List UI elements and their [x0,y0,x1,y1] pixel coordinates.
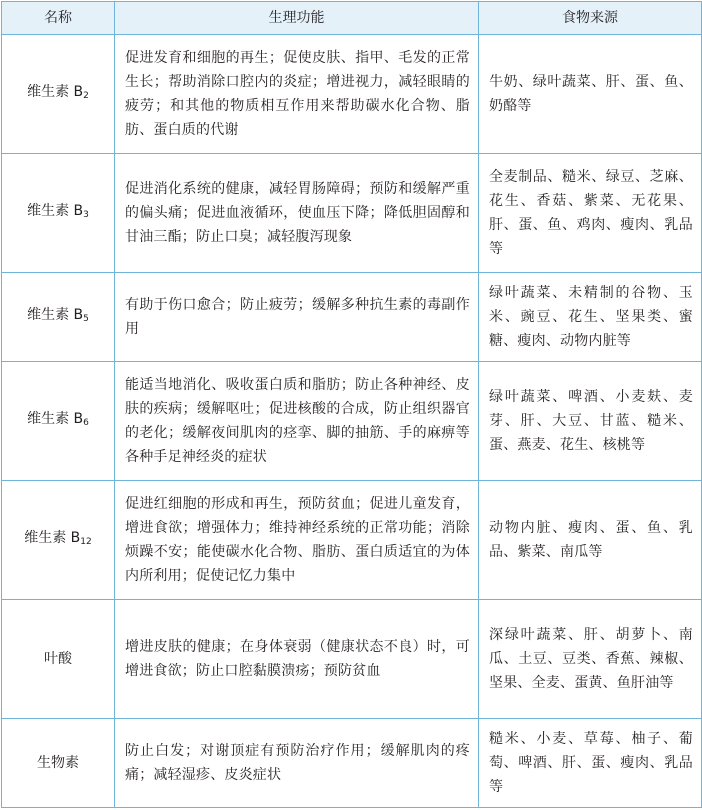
vitamin-name-cell [2,719,115,808]
table-row [2,600,702,719]
food-cell: 深绿叶蔬菜、肝、胡萝卜、南瓜、土豆、豆类、香蕉、辣椒、坚果、全麦、蛋黄、鱼肝油等 [479,600,702,719]
vitamin-name: 生物素 [37,755,79,771]
food-cell: 糙米、小麦、草莓、柚子、葡萄、啤酒、肝、蛋、瘦肉、乳品等 [479,719,702,808]
food-cell: 绿叶蔬菜、啤酒、小麦麸、麦芽、肝、大豆、甘蓝、糙米、蛋、燕麦、花生、核桃等 [479,362,702,481]
header-row [2,2,702,35]
vitamin-subscript: 6 [83,418,89,428]
vitamin-name: 维生素 B [27,411,84,427]
vitamin-subscript: 3 [83,210,89,220]
vitamin-subscript: 5 [83,314,89,324]
vitamin-name-cell [2,362,115,481]
vitamin-table [1,1,702,808]
vitamin-name-cell [2,481,115,600]
food-cell: 动物内脏、瘦肉、蛋、鱼、乳品、紫菜、南瓜等 [479,481,702,600]
header-food: 食物来源 [479,2,702,35]
function-cell: 促进发育和细胞的再生；促使皮肤、指甲、毛发的正常生长；帮助消除口腔内的炎症；增进视力，减轻眼睛的疲劳；和其他的物质相互作用来帮助碳水化合物、脂肪、蛋白质的代谢 [115,35,479,154]
function-cell: 防止白发；对谢顶症有预防治疗作用；缓解肌肉的疼痛；减轻湿疹、皮炎症状 [115,719,479,808]
vitamin-name-cell [2,154,115,273]
food-cell: 牛奶、绿叶蔬菜、肝、蛋、鱼、奶酪等 [479,35,702,154]
table-row [2,35,702,154]
header-name: 名称 [2,2,115,35]
vitamin-name-cell [2,273,115,362]
vitamin-subscript: 2 [83,91,89,101]
table-row [2,481,702,600]
food-cell: 绿叶蔬菜、未精制的谷物、玉米、豌豆、花生、坚果类、蜜糖、瘦肉、动物内脏等 [479,273,702,362]
vitamin-name-cell [2,600,115,719]
function-cell: 促进红细胞的形成和再生，预防贫血；促进儿童发育，增进食欲；增强体力；维持神经系统的正常功能；消除烦躁不安；能使碳水化合物、脂肪、蛋白质适宜的为体内所利用；促使记忆力集中 [115,481,479,600]
food-cell: 全麦制品、糙米、绿豆、芝麻、花生、香菇、紫菜、无花果、肝、蛋、鱼、鸡肉、瘦肉、乳品等 [479,154,702,273]
table-row [2,362,702,481]
function-cell: 能适当地消化、吸收蛋白质和脂肪；防止各种神经、皮肤的疾病；缓解呕吐；促进核酸的合成，防止组织器官的老化；缓解夜间肌肉的痉挛、脚的抽筋、手的麻痹等各种手足神经炎的症状 [115,362,479,481]
function-cell: 促进消化系统的健康，减轻胃肠障碍；预防和缓解严重的偏头痛；促进血液循环，使血压下降；降低胆固醇和甘油三酯；防止口臭；减轻腹泻现象 [115,154,479,273]
vitamin-name: 维生素 B [27,203,84,219]
vitamin-name-cell [2,35,115,154]
vitamin-name: 维生素 B [27,84,84,100]
table-row [2,154,702,273]
vitamin-name: 叶酸 [44,651,72,667]
vitamin-name: 维生素 B [24,530,81,546]
table-row [2,273,702,362]
table-row [2,719,702,808]
vitamin-subscript: 12 [80,537,92,547]
vitamin-name: 维生素 B [27,307,84,323]
function-cell: 增进皮肤的健康；在身体衰弱（健康状态不良）时，可增进食欲；防止口腔黏膜溃疡；预防贫血 [115,600,479,719]
header-function: 生理功能 [115,2,479,35]
function-cell: 有助于伤口愈合；防止疲劳；缓解多种抗生素的毒副作用 [115,273,479,362]
